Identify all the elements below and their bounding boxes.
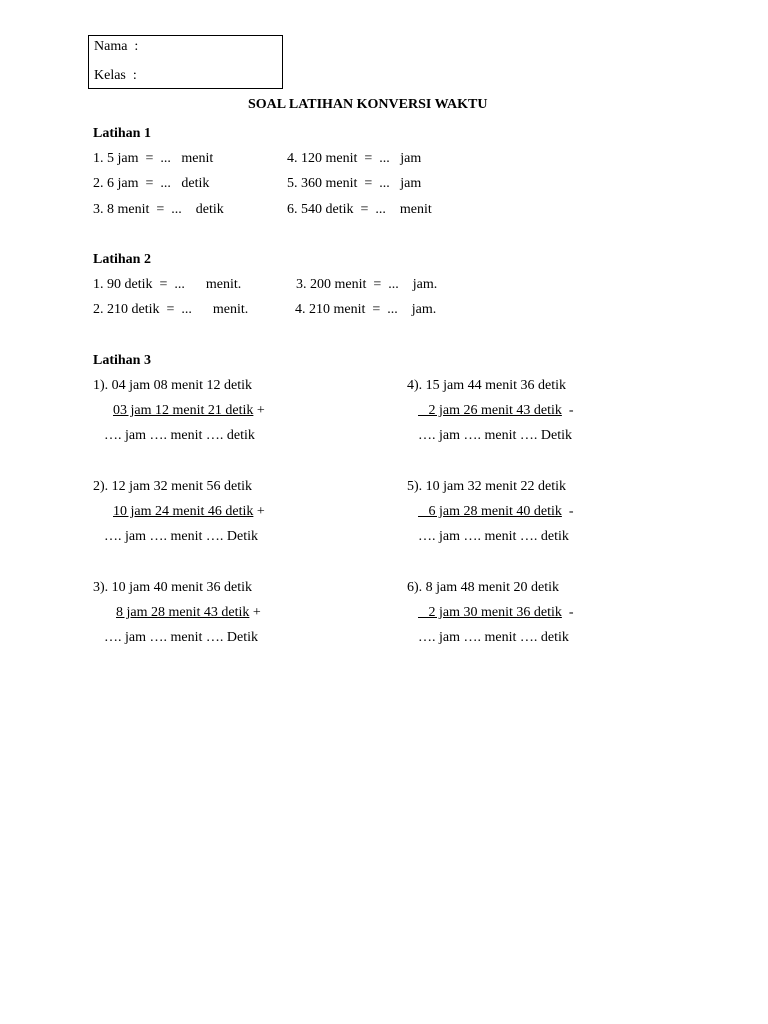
problem-answer-blank: …. jam …. menit …. detik	[418, 529, 569, 544]
worksheet-title: SOAL LATIHAN KONVERSI WAKTU	[248, 97, 488, 112]
minus-operator: -	[561, 605, 574, 620]
problem-second-operand-text: 10 jam 24 menit 46 detik	[113, 504, 254, 519]
latihan1-question: 4. 120 menit = ... jam	[287, 151, 422, 166]
latihan2-question: 1. 90 detik = ... menit.	[93, 277, 242, 292]
latihan2-question: 4. 210 menit = ... jam.	[295, 302, 437, 317]
latihan1-question: 5. 360 menit = ... jam	[287, 176, 422, 191]
problem-second-operand	[113, 403, 265, 419]
latihan1-question: 3. 8 menit = ... detik	[93, 202, 224, 217]
latihan1-heading: Latihan 1	[93, 126, 151, 141]
problem-second-operand-text: 03 jam 12 menit 21 detik	[113, 403, 254, 418]
problem-first-operand: 1). 04 jam 08 menit 12 detik	[93, 378, 253, 393]
kelas-label: Kelas :	[94, 68, 137, 83]
latihan1-question: 6. 540 detik = ... menit	[287, 202, 432, 217]
latihan2-heading: Latihan 2	[93, 252, 151, 267]
problem-second-operand-text: 2 jam 30 menit 36 detik	[418, 605, 562, 620]
problem-second-operand	[418, 605, 574, 621]
plus-operator: +	[253, 504, 265, 519]
problem-first-operand: 6). 8 jam 48 menit 20 detik	[407, 580, 560, 595]
latihan3-heading: Latihan 3	[93, 353, 151, 368]
latihan1-question: 1. 5 jam = ... menit	[93, 151, 214, 166]
problem-answer-blank: …. jam …. menit …. detik	[104, 428, 255, 443]
latihan2-question: 3. 200 menit = ... jam.	[296, 277, 438, 292]
plus-operator: +	[253, 403, 265, 418]
problem-first-operand: 3). 10 jam 40 menit 36 detik	[93, 580, 253, 595]
problem-second-operand	[113, 504, 265, 520]
problem-answer-blank: …. jam …. menit …. Detik	[104, 529, 258, 544]
problem-answer-blank: …. jam …. menit …. detik	[418, 630, 569, 645]
problem-answer-blank: …. jam …. menit …. Detik	[418, 428, 572, 443]
latihan2-question: 2. 210 detik = ... menit.	[93, 302, 249, 317]
problem-second-operand-text: 6 jam 28 menit 40 detik	[418, 504, 562, 519]
problem-answer-blank: …. jam …. menit …. Detik	[104, 630, 258, 645]
problem-first-operand: 5). 10 jam 32 menit 22 detik	[407, 479, 567, 494]
problem-second-operand-text: 2 jam 26 menit 43 detik	[418, 403, 562, 418]
nama-label: Nama :	[94, 39, 139, 54]
problem-first-operand: 4). 15 jam 44 menit 36 detik	[407, 378, 567, 393]
minus-operator: -	[561, 504, 574, 519]
problem-second-operand	[418, 403, 574, 419]
problem-first-operand: 2). 12 jam 32 menit 56 detik	[93, 479, 253, 494]
problem-second-operand-text: 8 jam 28 menit 43 detik	[116, 605, 250, 620]
plus-operator: +	[249, 605, 261, 620]
problem-second-operand	[418, 504, 574, 520]
problem-second-operand	[116, 605, 261, 621]
minus-operator: -	[561, 403, 574, 418]
latihan1-question: 2. 6 jam = ... detik	[93, 176, 210, 191]
